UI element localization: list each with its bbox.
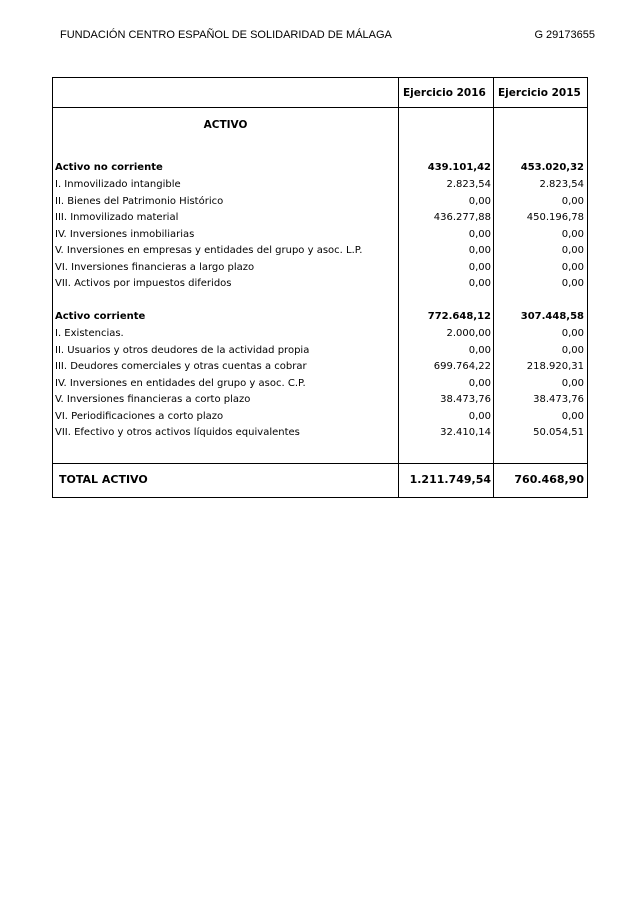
value-2015: 0,00 [561, 196, 584, 207]
table-row [53, 308, 587, 325]
table-row [53, 242, 587, 259]
balance-sheet-table [52, 77, 588, 498]
value-2016: 0,00 [468, 345, 491, 356]
row-label: IV. Inversiones en entidades del grupo y asoc. C.P. [55, 378, 306, 389]
tax-id: G 29173655 [534, 29, 595, 41]
value-2016: 0,00 [468, 411, 491, 422]
table-row [53, 159, 587, 176]
value-2016: 699.764,22 [433, 361, 491, 372]
table-row [53, 259, 587, 276]
value-2016: 0,00 [468, 278, 491, 289]
table-row [53, 275, 587, 292]
row-label: V. Inversiones financieras a corto plazo [55, 394, 251, 405]
row-label: VII. Activos por impuestos diferidos [55, 278, 232, 289]
value-2016: 2.823,54 [446, 179, 491, 190]
table-row [53, 325, 587, 342]
column-header-2015: Ejercicio 2015 [498, 87, 581, 99]
value-2015: 0,00 [561, 229, 584, 240]
value-2016: 0,00 [468, 196, 491, 207]
header-divider [53, 107, 587, 108]
value-2016: 439.101,42 [427, 162, 491, 173]
value-2015: 307.448,58 [520, 311, 584, 322]
value-2015: 0,00 [561, 262, 584, 273]
value-2015: 453.020,32 [520, 162, 584, 173]
value-2015: 0,00 [561, 245, 584, 256]
row-label: IV. Inversiones inmobiliarias [55, 229, 195, 240]
value-2016: 0,00 [468, 229, 491, 240]
row-label: VI. Inversiones financieras a largo plazo [55, 262, 255, 273]
value-2016: 2.000,00 [446, 328, 491, 339]
table-row [53, 391, 587, 408]
row-label: V. Inversiones en empresas y entidades del grupo y asoc. L.P. [55, 245, 363, 256]
value-2015: 0,00 [561, 278, 584, 289]
value-2016: 0,00 [468, 262, 491, 273]
table-row [53, 209, 587, 226]
row-label: Activo no corriente [55, 162, 163, 173]
row-label: III. Inmovilizado material [55, 212, 179, 223]
column-header-2016: Ejercicio 2016 [403, 87, 486, 99]
table-row [53, 193, 587, 210]
total-label: TOTAL ACTIVO [59, 473, 148, 486]
total-2016: 1.211.749,54 [409, 473, 491, 486]
value-2015: 0,00 [561, 411, 584, 422]
value-2016: 772.648,12 [427, 311, 491, 322]
value-2016: 0,00 [468, 378, 491, 389]
total-divider [53, 463, 587, 464]
row-label: II. Usuarios y otros deudores de la actividad propia [55, 345, 310, 356]
value-2016: 436.277,88 [433, 212, 491, 223]
page-header [60, 29, 595, 45]
value-2015: 0,00 [561, 378, 584, 389]
total-row [53, 469, 587, 491]
table-row [53, 176, 587, 193]
organization-name: FUNDACIÓN CENTRO ESPAÑOL DE SOLIDARIDAD DE MÁLAGA [60, 29, 392, 41]
value-2015: 50.054,51 [533, 427, 584, 438]
table-row [53, 424, 587, 441]
value-2016: 0,00 [468, 245, 491, 256]
table-row [53, 408, 587, 425]
row-label: VI. Periodificaciones a corto plazo [55, 411, 224, 422]
value-2015: 2.823,54 [539, 179, 584, 190]
row-label: VII. Efectivo y otros activos líquidos equivalentes [55, 427, 300, 438]
row-label: Activo corriente [55, 311, 146, 322]
value-2015: 218.920,31 [526, 361, 584, 372]
value-2015: 38.473,76 [533, 394, 584, 405]
value-2015: 0,00 [561, 328, 584, 339]
table-row [53, 342, 587, 359]
row-label: I. Existencias. [55, 328, 124, 339]
row-label: III. Deudores comerciales y otras cuentas a cobrar [55, 361, 307, 372]
value-2015: 450.196,78 [526, 212, 584, 223]
row-label: I. Inmovilizado intangible [55, 179, 181, 190]
table-row [53, 226, 587, 243]
section-title: ACTIVO [203, 119, 248, 131]
total-2015: 760.468,90 [514, 473, 584, 486]
value-2016: 38.473,76 [440, 394, 491, 405]
value-2016: 32.410,14 [440, 427, 491, 438]
table-row [53, 358, 587, 375]
value-2015: 0,00 [561, 345, 584, 356]
table-row [53, 375, 587, 392]
row-label: II. Bienes del Patrimonio Histórico [55, 196, 224, 207]
